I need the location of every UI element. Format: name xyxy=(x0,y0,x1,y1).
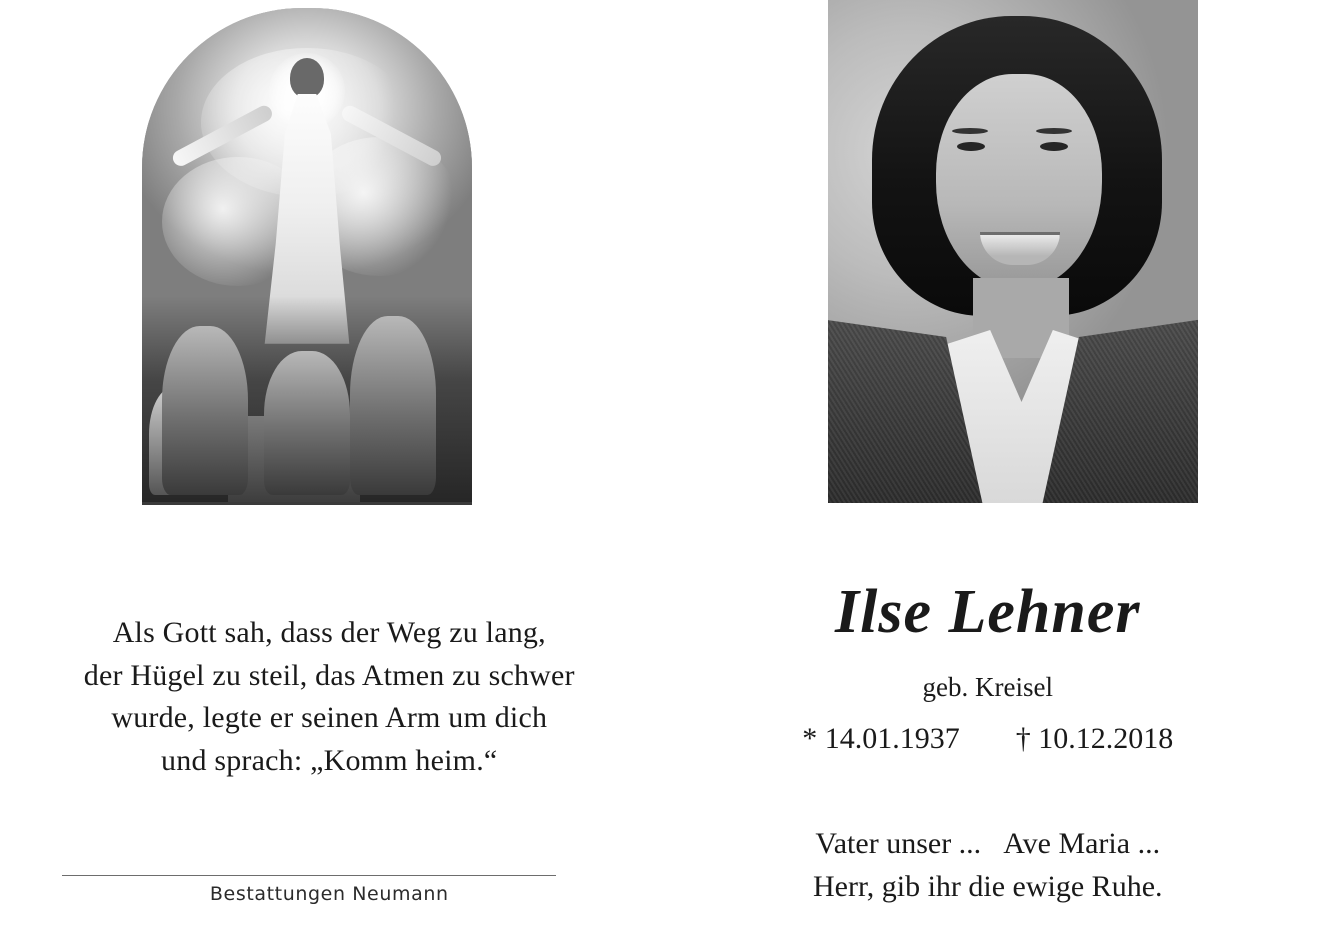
disciple-figure xyxy=(264,351,350,495)
maiden-name: geb. Kreisel xyxy=(922,672,1053,702)
verse-line-3: wurde, legte er seinen Arm um dich xyxy=(111,701,548,735)
verse-line-4: und sprach: „Komm heim.“ xyxy=(161,743,498,777)
verse-line-2: der Hügel zu steil, das Atmen zu schwer xyxy=(83,658,575,692)
prayer-vater-unser: Vater unser ... xyxy=(815,827,982,860)
life-dates xyxy=(659,722,1317,756)
portrait-photo-of-deceased xyxy=(828,0,1198,503)
eye-left xyxy=(957,142,985,151)
eye-right xyxy=(1040,142,1068,151)
holy-image-frame xyxy=(142,8,472,505)
deceased-name: Ilse Lehner xyxy=(835,578,1141,646)
prayer-line-1 xyxy=(659,823,1317,866)
christ-head xyxy=(290,58,324,98)
prayer-block xyxy=(659,823,1317,908)
eyebrow-left xyxy=(952,128,988,134)
image-bottom-edge xyxy=(142,502,472,505)
disciple-figure xyxy=(350,316,436,495)
footer-divider xyxy=(62,875,556,876)
prayer-line-2: Herr, gib ihr die ewige Ruhe. xyxy=(812,869,1163,903)
birth-date: * 14.01.1937 xyxy=(802,722,960,755)
memorial-verse xyxy=(0,612,659,782)
prayer-ave-maria: Ave Maria ... xyxy=(1003,827,1161,860)
eyebrow-right xyxy=(1036,128,1072,134)
right-panel xyxy=(659,0,1317,926)
death-date: † 10.12.2018 xyxy=(1015,722,1174,755)
ascension-of-christ-illustration xyxy=(142,8,472,505)
verse-line-1: Als Gott sah, dass der Weg zu lang, xyxy=(112,616,546,649)
disciple-figure xyxy=(162,326,248,495)
funeral-home-name: Bestattungen Neumann xyxy=(209,883,449,905)
